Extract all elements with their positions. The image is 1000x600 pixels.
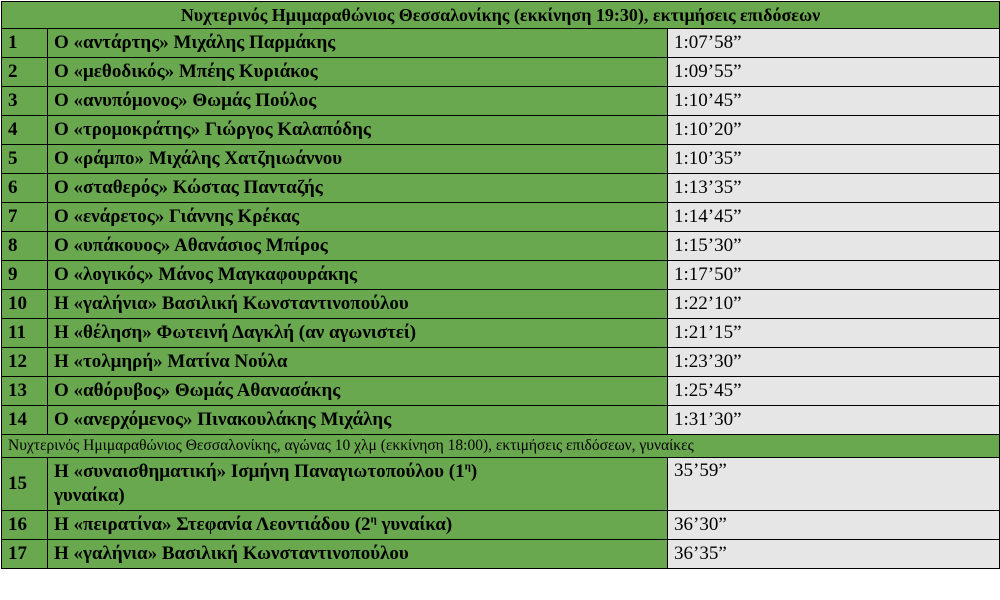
table-row bbox=[2, 58, 1000, 87]
table-row bbox=[2, 406, 1000, 435]
ordinal-superscript: η bbox=[464, 460, 471, 473]
estimated-time: 1:22’10” bbox=[668, 290, 1000, 319]
rank-number: 14 bbox=[2, 406, 48, 435]
runner-name: Η «θέληση» Φωτεινή Δαγκλή (αν αγωνιστεί) bbox=[48, 319, 668, 348]
estimated-time: 36’35” bbox=[668, 540, 1000, 569]
rank-number: 10 bbox=[2, 290, 48, 319]
estimated-time: 1:09’55” bbox=[668, 58, 1000, 87]
rank-number: 15 bbox=[2, 458, 48, 511]
runner-name: Ο «αθόρυβος» Θωμάς Αθανασάκης bbox=[48, 377, 668, 406]
estimates-table-wrapper bbox=[1, 1, 999, 598]
runner-name: Η «τολμηρή» Ματίνα Νούλα bbox=[48, 348, 668, 377]
table-row bbox=[2, 203, 1000, 232]
table-row bbox=[2, 511, 1000, 540]
estimated-time: 1:25’45” bbox=[668, 377, 1000, 406]
estimated-time: 1:10’45” bbox=[668, 87, 1000, 116]
table-row bbox=[2, 377, 1000, 406]
estimated-time: 1:31’30” bbox=[668, 406, 1000, 435]
table-row bbox=[2, 29, 1000, 58]
runner-name: Ο «ενάρετος» Γιάννης Κρέκας bbox=[48, 203, 668, 232]
estimated-time: 1:23’30” bbox=[668, 348, 1000, 377]
rank-number: 5 bbox=[2, 145, 48, 174]
rank-number: 3 bbox=[2, 87, 48, 116]
rank-number: 8 bbox=[2, 232, 48, 261]
rank-number: 7 bbox=[2, 203, 48, 232]
rank-number: 6 bbox=[2, 174, 48, 203]
estimated-time: 1:21’15” bbox=[668, 319, 1000, 348]
table-row bbox=[2, 458, 1000, 511]
runner-name-tail: γυναίκα) bbox=[376, 514, 453, 535]
runner-name-tail: γυναίκα) bbox=[54, 485, 125, 506]
runner-name: Η «συναισθηματική» Ισμήνη Παναγιωτοπούλου $(1^\eta)$ γυναίκα) bbox=[48, 458, 668, 511]
table-row bbox=[2, 174, 1000, 203]
section-title-10k-women: Νυχτερινός Ημιμαραθώνιος Θεσσαλονίκης, αγώνας 10 χλμ (εκκίνηση 18:00), εκτιμήσεις επιδόσεων, γυναίκες bbox=[2, 435, 1000, 458]
estimated-time: 1:10’20” bbox=[668, 116, 1000, 145]
rank-number: 16 bbox=[2, 511, 48, 540]
estimated-time: 1:10’35” bbox=[668, 145, 1000, 174]
table-row bbox=[2, 116, 1000, 145]
rank-number: 17 bbox=[2, 540, 48, 569]
table-row bbox=[2, 290, 1000, 319]
estimated-time: 1:17’50” bbox=[668, 261, 1000, 290]
rank-number: 13 bbox=[2, 377, 48, 406]
table-row bbox=[2, 87, 1000, 116]
table-row bbox=[2, 261, 1000, 290]
table-row bbox=[2, 348, 1000, 377]
runner-name: Ο «λογικός» Μάνος Μαγκαφουράκης bbox=[48, 261, 668, 290]
estimated-time: 1:07’58” bbox=[668, 29, 1000, 58]
rank-number: 4 bbox=[2, 116, 48, 145]
runner-name: Η «γαλήνια» Βασιλική Κωνσταντινοπούλου bbox=[48, 540, 668, 569]
runner-name: Ο «τρομοκράτης» Γιώργος Καλαπόδης bbox=[48, 116, 668, 145]
runner-name: Ο «ανερχόμενος» Πινακουλάκης Μιχάλης bbox=[48, 406, 668, 435]
rank-number: 12 bbox=[2, 348, 48, 377]
rank-number: 2 bbox=[2, 58, 48, 87]
runner-name: Ο «σταθερός» Κώστας Πανταζής bbox=[48, 174, 668, 203]
estimated-time: 1:14’45” bbox=[668, 203, 1000, 232]
rank-number: 11 bbox=[2, 319, 48, 348]
estimated-time: 1:15’30” bbox=[668, 232, 1000, 261]
runner-name: Ο «υπάκουος» Αθανάσιος Μπίρος bbox=[48, 232, 668, 261]
runner-name: Ο «ράμπο» Μιχάλης Χατζηιωάννου bbox=[48, 145, 668, 174]
section-header-row-half-marathon bbox=[2, 2, 1000, 29]
runner-name: Ο «αντάρτης» Μιχάλης Παρμάκης bbox=[48, 29, 668, 58]
estimated-time: 35’59” bbox=[668, 458, 1000, 511]
rank-number: 1 bbox=[2, 29, 48, 58]
runner-name: Η «γαλήνια» Βασιλική Κωνσταντινοπούλου bbox=[48, 290, 668, 319]
table-row bbox=[2, 319, 1000, 348]
section-header-row-10k-women bbox=[2, 435, 1000, 458]
estimated-time: 36’30” bbox=[668, 511, 1000, 540]
rank-number: 9 bbox=[2, 261, 48, 290]
table-row bbox=[2, 232, 1000, 261]
runner-name-main: Η «συναισθηματική» Ισμήνη Παναγιωτοπούλου (1 bbox=[54, 461, 465, 482]
runner-name bbox=[48, 511, 668, 540]
runner-name-main: Η «πειρατίνα» Στεφανία Λεοντιάδου (2 bbox=[54, 514, 371, 535]
runner-name: Ο «μεθοδικός» Μπέης Κυριάκος bbox=[48, 58, 668, 87]
performance-estimates-table bbox=[1, 1, 1000, 569]
table-row bbox=[2, 145, 1000, 174]
ordinal-superscript: η bbox=[370, 513, 377, 526]
runner-name: Ο «ανυπόμονος» Θωμάς Πούλος bbox=[48, 87, 668, 116]
estimated-time: 1:13’35” bbox=[668, 174, 1000, 203]
table-row bbox=[2, 540, 1000, 569]
section-title-half-marathon: Νυχτερινός Ημιμαραθώνιος Θεσσαλονίκης (εκκίνηση 19:30), εκτιμήσεις επιδόσεων bbox=[2, 2, 1000, 29]
